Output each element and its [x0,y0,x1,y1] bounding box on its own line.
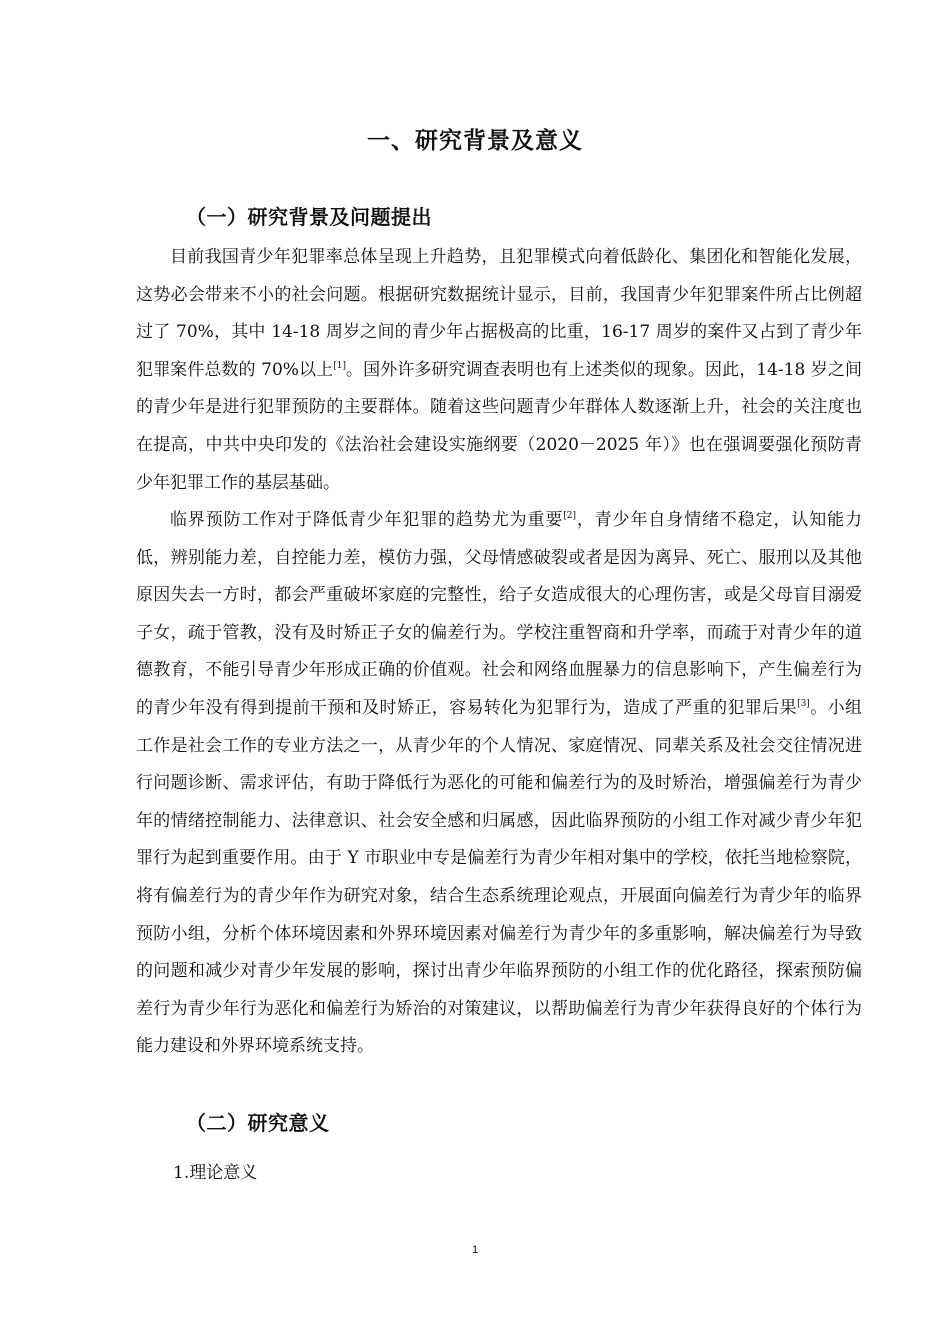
paragraph-prevention [136,502,862,1066]
page-number: 1 [471,1244,479,1256]
paragraph-text: 。国外许多研究调查表明也有上述类似的现象。因此，14-18 岁之间的青少年是进行犯罪预防的主要群体。随着这些问题青少年群体人数逐渐上升，社会的关注度也在提高，中共中央印发的《法治社会建设实施纲要（2020－2025 年）》也在强调要强化预防青少年犯罪工作的基层基础。 [136,359,862,493]
chapter-title: 一、研究背景及意义 [367,127,583,154]
paragraph-background [136,239,862,502]
paragraph-text: 目前我国青少年犯罪率总体呈现上升趋势，且犯罪模式向着低龄化、集团化和智能化发展，这势必会带来不小的社会问题。根据研究数据统计显示，目前，我国青少年犯罪案件所占比例超过了 70%，其中 14-18 周岁之间的青少年占据极高的比重，16-17 周岁的案件又占到了青少年犯罪案件总数的 70%以上 [136,247,862,380]
paragraph-text: ，青少年自身情绪不稳定，认知能力低，辨别能力差，自控能力差，模仿力强，父母情感破裂或者是因为离异、死亡、服刑以及其他原因失去一方时，都会严重破坏家庭的完整性，给子女造成很大的心理伤害，或是父母盲目溺爱子女，疏于管教，没有及时矫正子女的偏差行为。学校注重智商和升学率，而疏于对青少年的道德教育，不能引导青少年形成正确的价值观。社会和网络血腥暴力的信息影响下，产生偏差行为的青少年没有得到提前干预和及时矫正，容易转化为犯罪行为，造成了严重的犯罪后果 [136,510,862,718]
citation-ref-1[interactable]: [1] [333,360,346,371]
paragraph-text: 。小组工作是社会工作的专业方法之一，从青少年的个人情况、家庭情况、同辈关系及社会交往情况进行问题诊断、需求评估，有助于降低行为恶化的可能和偏差行为的及时矫治，增强偏差行为青少年的情绪控制能力、法律意识、社会安全感和归属感，因此临界预防的小组工作对减少青少年犯罪行为起到重要作用。由于 Y 市职业中专是偏差行为青少年相对集中的学校，依托当地检察院，将有偏差行为的青少年作为研究对象，结合生态系统理论观点，开展面向偏差行为青少年的临界预防小组，分析个体环境因素和外界环境因素对偏差行为青少年的多重影响，解决偏差行为导致的问题和减少对青少年发展的影响，探讨出青少年临界预防的小组工作的优化路径，探索预防偏差行为青少年行为恶化和偏差行为矫治的对策建议，以帮助偏差行为青少年获得良好的个体行为能力建设和外界环境系统支持。 [136,697,863,1057]
citation-ref-2[interactable]: [2] [563,511,576,521]
citation-ref-3[interactable]: [3] [797,698,810,709]
subsection-title-theory: 1.理论意义 [173,1163,258,1183]
section-title-significance: （二）研究意义 [186,1111,330,1135]
section-title-background: （一）研究背景及问题提出 [186,205,432,229]
paragraph-text: 临界预防工作对于降低青少年犯罪的趋势尤为重要 [170,510,564,530]
